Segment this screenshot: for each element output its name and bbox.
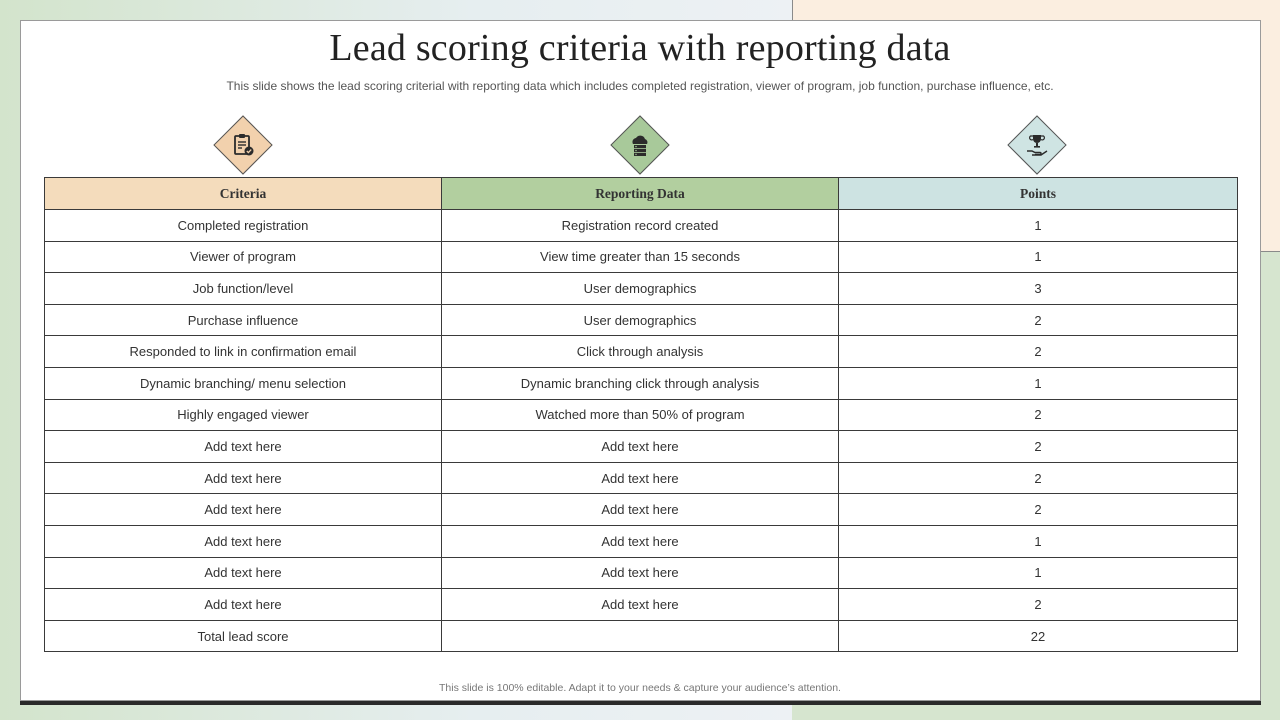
points-cell: 2 [839, 431, 1238, 463]
reporting-data-cell: Add text here [442, 431, 839, 463]
reporting-data-cell: View time greater than 15 seconds [442, 241, 839, 273]
points-cell: 1 [839, 210, 1238, 242]
criteria-cell: Highly engaged viewer [45, 399, 442, 431]
criteria-cell: Total lead score [45, 620, 442, 652]
table-row [45, 399, 1238, 431]
points-cell: 1 [839, 557, 1238, 589]
column-header-reporting-data: Reporting Data [442, 178, 839, 210]
points-cell: 2 [839, 336, 1238, 368]
reporting-data-cell: Add text here [442, 589, 839, 621]
points-cell: 1 [839, 241, 1238, 273]
footer-note: This slide is 100% editable. Adapt it to your needs & capture your audience’s attention. [439, 682, 841, 694]
reporting-data-cell: User demographics [442, 273, 839, 305]
reporting-data-cell [442, 620, 839, 652]
reporting-data-cell: Watched more than 50% of program [442, 399, 839, 431]
points-cell: 2 [839, 399, 1238, 431]
criteria-cell: Responded to link in confirmation email [45, 336, 442, 368]
criteria-cell: Dynamic branching/ menu selection [45, 367, 442, 399]
reporting-data-cell: Add text here [442, 557, 839, 589]
reporting-data-cell: Registration record created [442, 210, 839, 242]
reporting-data-cell: Click through analysis [442, 336, 839, 368]
reporting-data-cell: Add text here [442, 525, 839, 557]
criteria-cell: Add text here [45, 494, 442, 526]
lead-scoring-table [44, 177, 1238, 652]
reporting-data-cell: Add text here [442, 462, 839, 494]
points-cell: 2 [839, 494, 1238, 526]
reporting-data-cell: Add text here [442, 494, 839, 526]
reporting-data-cell: User demographics [442, 304, 839, 336]
points-cell: 1 [839, 367, 1238, 399]
table-row [45, 367, 1238, 399]
criteria-cell: Viewer of program [45, 241, 442, 273]
table-row [45, 336, 1238, 368]
slide-title: Lead scoring criteria with reporting data [329, 27, 951, 69]
column-header-points: Points [839, 178, 1238, 210]
criteria-cell: Add text here [45, 525, 442, 557]
points-cell: 3 [839, 273, 1238, 305]
criteria-cell: Purchase influence [45, 304, 442, 336]
table-header-row [45, 178, 1238, 210]
table-row [45, 273, 1238, 305]
criteria-cell: Add text here [45, 431, 442, 463]
criteria-cell: Add text here [45, 589, 442, 621]
table-row [45, 557, 1238, 589]
points-cell: 2 [839, 304, 1238, 336]
table-row [45, 210, 1238, 242]
table-row [45, 494, 1238, 526]
clipboard-check-icon [230, 132, 256, 158]
criteria-cell: Add text here [45, 557, 442, 589]
table-row [45, 589, 1238, 621]
reporting-data-cell: Dynamic branching click through analysis [442, 367, 839, 399]
column-header-criteria: Criteria [45, 178, 442, 210]
cloud-server-icon [627, 132, 653, 158]
table-row [45, 241, 1238, 273]
points-cell: 2 [839, 589, 1238, 621]
slide-subtitle: This slide shows the lead scoring criterial with reporting data which includes completed registration, viewer of program, job function, purchase influence, etc. [226, 79, 1054, 93]
table-row [45, 304, 1238, 336]
criteria-cell: Completed registration [45, 210, 442, 242]
points-cell: 2 [839, 462, 1238, 494]
table-row [45, 431, 1238, 463]
table-row [45, 462, 1238, 494]
criteria-cell: Add text here [45, 462, 442, 494]
trophy-hand-icon [1024, 132, 1050, 158]
points-cell: 1 [839, 525, 1238, 557]
criteria-cell: Job function/level [45, 273, 442, 305]
total-row [45, 620, 1238, 652]
points-cell: 22 [839, 620, 1238, 652]
table-row [45, 525, 1238, 557]
